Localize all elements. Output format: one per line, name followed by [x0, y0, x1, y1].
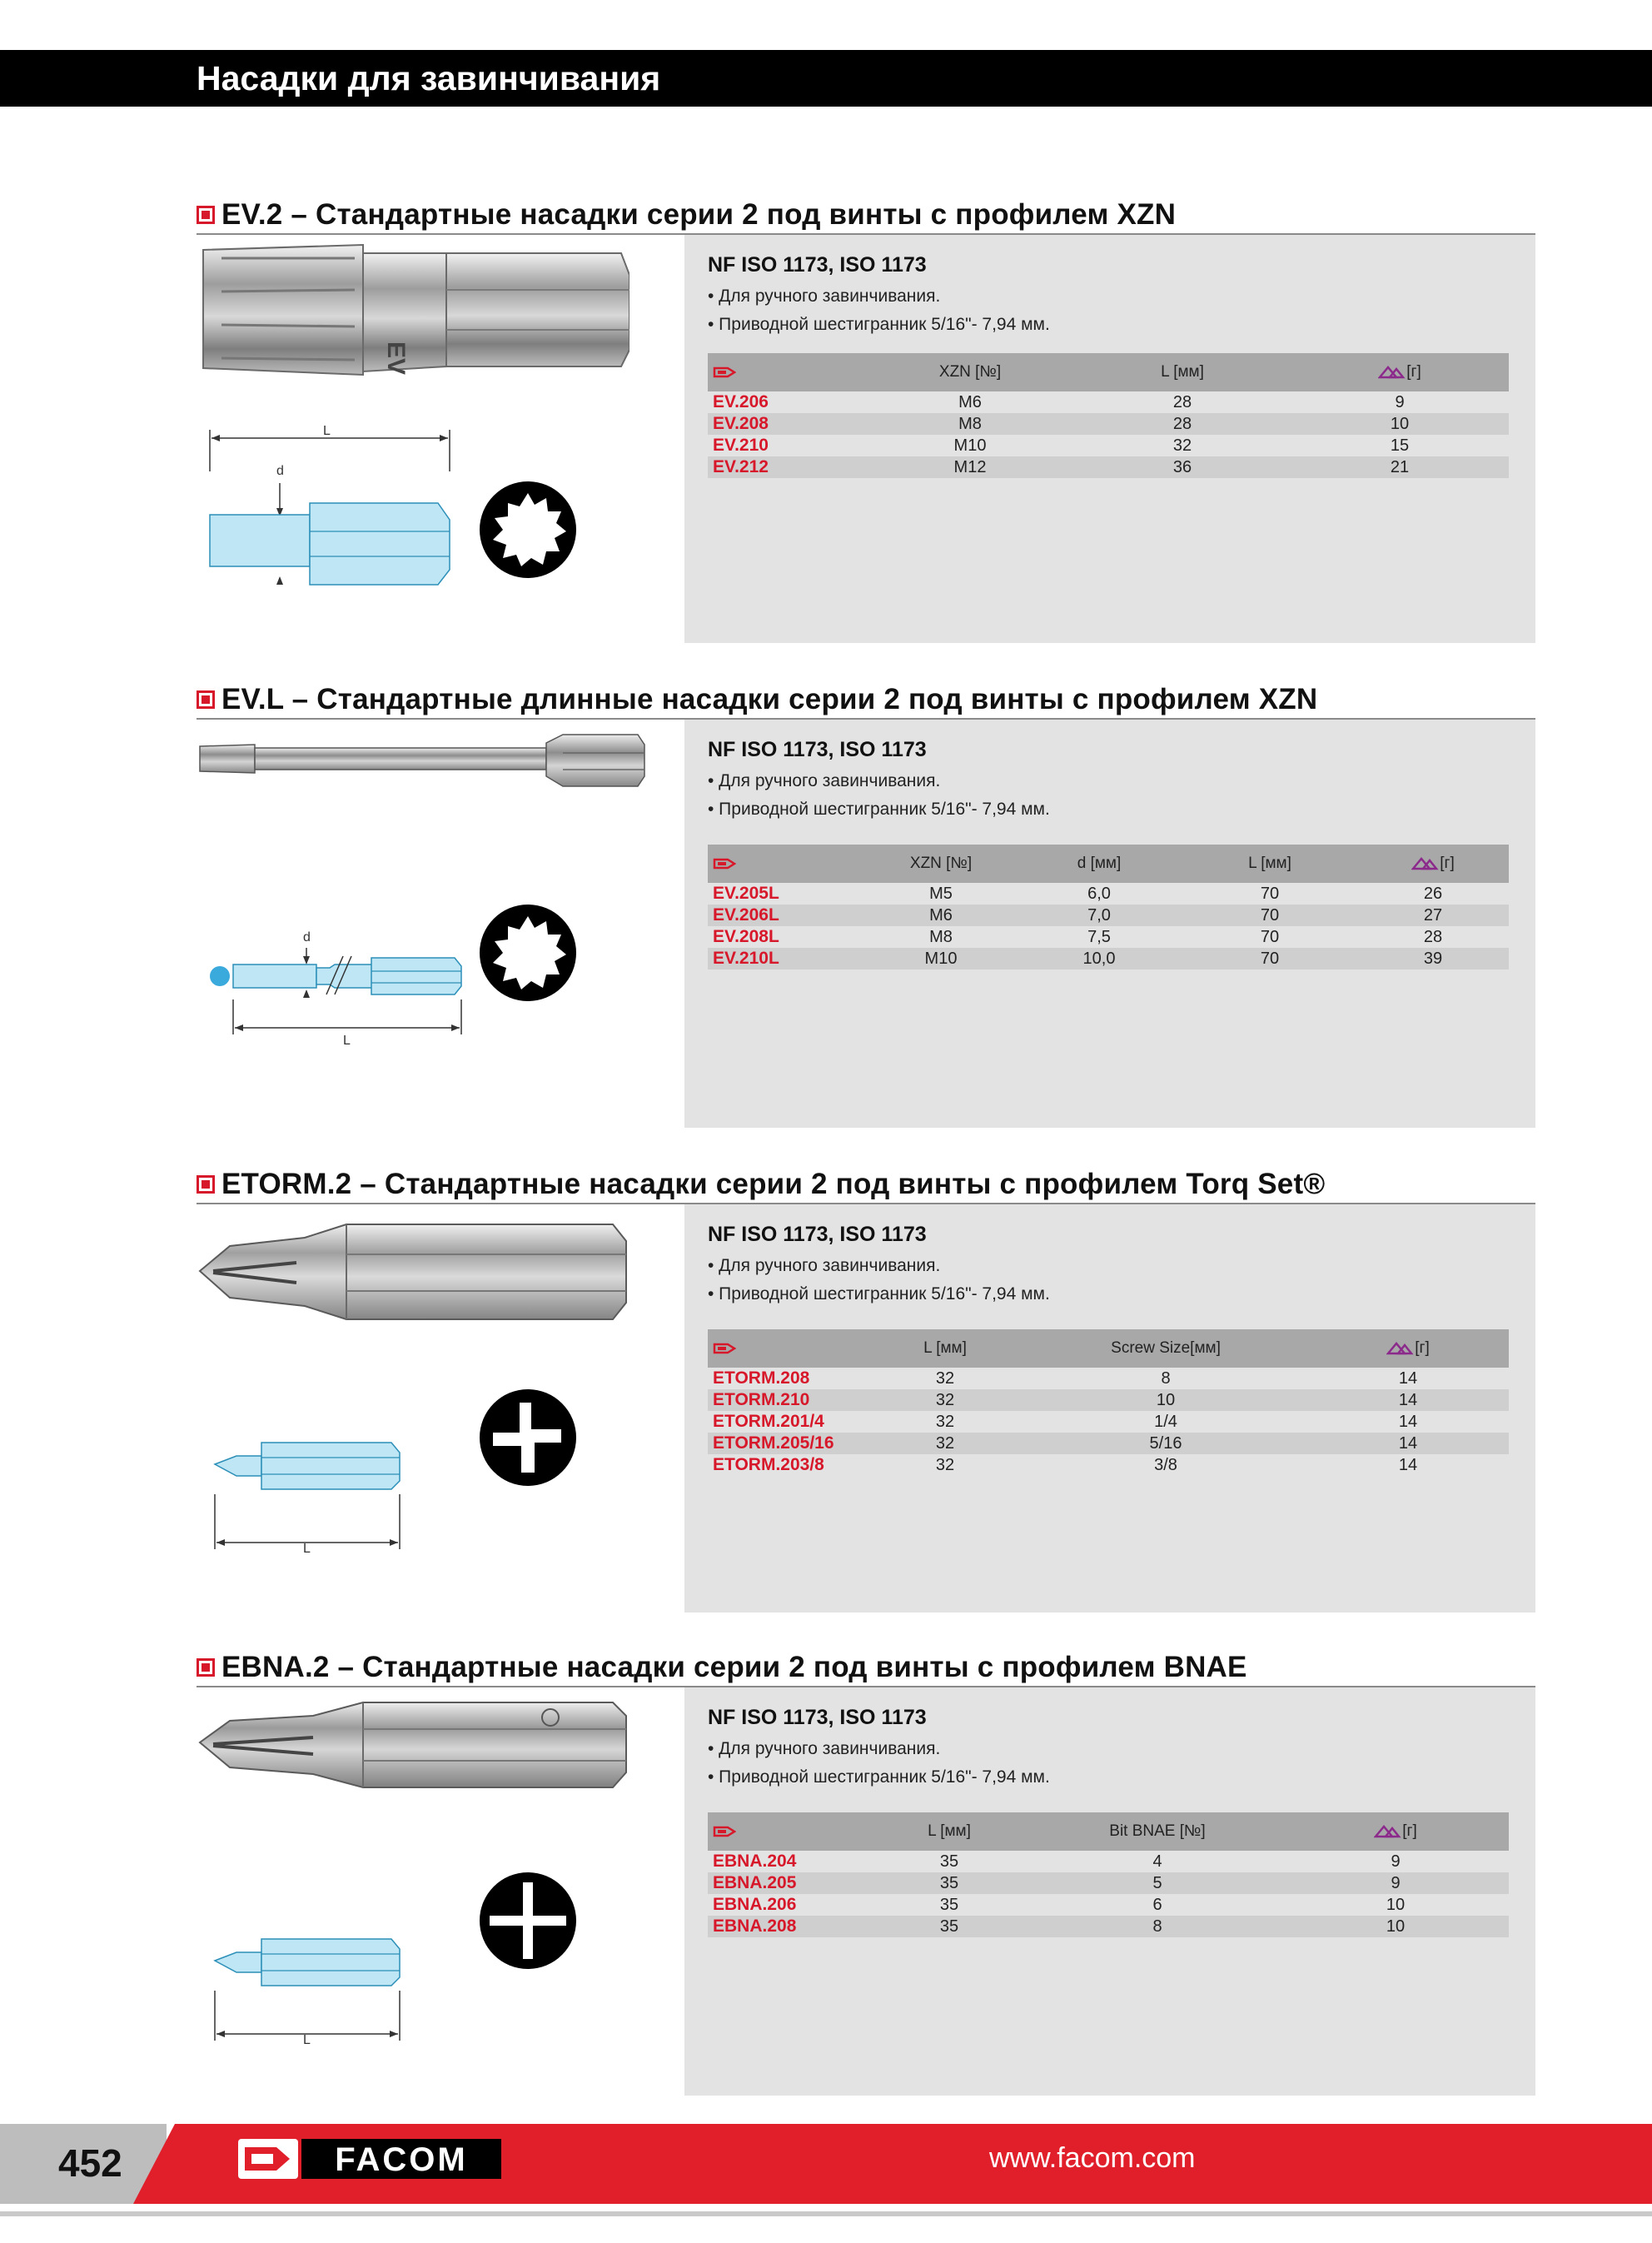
table-cell: 32: [935, 1412, 955, 1431]
bnae-profile-icon: [478, 1871, 578, 1971]
product-code: ETORM.203/8: [713, 1455, 824, 1474]
table-cell: 7,5: [1087, 927, 1111, 946]
table-cell: 5/16: [1149, 1433, 1182, 1453]
spec-bullet-manual: • Для ручного завинчивания.: [708, 771, 941, 790]
table-header: [708, 1329, 1509, 1368]
table-cell: 5: [1152, 1873, 1162, 1892]
product-code: EV.210: [713, 436, 769, 455]
page-header-bar: [0, 50, 1652, 107]
table-cell: 1/4: [1154, 1412, 1177, 1431]
facom-logo[interactable]: [235, 2134, 510, 2186]
table-cell: 32: [935, 1433, 955, 1453]
section-ebna2: [197, 1649, 1535, 2126]
column-header: Screw Size[мм]: [1111, 1339, 1221, 1357]
table-row: [708, 1454, 1509, 1476]
table-cell: 14: [1398, 1390, 1418, 1409]
table-cell: M6: [958, 392, 982, 411]
section-title-bar: [197, 1649, 1535, 1687]
product-photo-evl: [197, 728, 646, 795]
weight-unit: [г]: [1415, 1339, 1430, 1357]
reference-column-header: [708, 855, 866, 873]
standard-label: NF ISO 1173, ISO 1173: [708, 1223, 927, 1246]
column-header: Bit BNAE [№]: [1109, 1822, 1206, 1840]
standard-label: NF ISO 1173, ISO 1173: [708, 738, 927, 761]
table-row: [708, 926, 1509, 948]
product-code: ETORM.208: [713, 1368, 810, 1388]
product-photo-etorm2: [197, 1213, 629, 1329]
technical-drawing-ebna2: [211, 1937, 411, 2054]
page-number: 452: [58, 2141, 122, 2185]
table-cell: 10: [1390, 414, 1410, 433]
dimension-label-L: L: [303, 2033, 311, 2047]
specs-panel: [684, 1204, 1535, 1612]
table-cell: 70: [1260, 884, 1280, 903]
column-header: L [мм]: [923, 1339, 967, 1357]
section-evl: [197, 681, 1535, 1158]
weight-unit: [г]: [1440, 855, 1455, 872]
table-cell: 9: [1391, 1852, 1401, 1871]
spec-bullet-hex-drive: • Приводной шестигранник 5/16"- 7,94 мм.: [708, 800, 1050, 819]
product-code: EBNA.204: [713, 1852, 797, 1871]
section-title-bar: [197, 197, 1535, 235]
table-cell: 21: [1390, 457, 1410, 476]
table-cell: 10: [1156, 1390, 1176, 1409]
technical-drawing-ev2: [205, 421, 455, 588]
xzn-profile-icon: [478, 903, 578, 1003]
specs-panel: [684, 1687, 1535, 2096]
section-title: ETORM.2 – Стандартные насадки серии 2 под винты с профилем Torq Set®: [221, 1168, 1326, 1200]
table-cell: 14: [1398, 1455, 1418, 1474]
table-cell: 14: [1398, 1368, 1418, 1388]
table-cell: M12: [953, 457, 987, 476]
table-cell: 39: [1423, 949, 1443, 968]
spec-bullet-hex-drive: • Приводной шестигранник 5/16"- 7,94 мм.: [708, 1284, 1050, 1303]
table-cell: 35: [939, 1895, 959, 1914]
table-cell: 3/8: [1154, 1455, 1177, 1474]
table-row: [708, 456, 1509, 478]
standard-label: NF ISO 1173, ISO 1173: [708, 1706, 927, 1729]
table-cell: 32: [935, 1368, 955, 1388]
table-cell: 70: [1260, 927, 1280, 946]
spec-bullet-manual: • Для ручного завинчивания.: [708, 1739, 941, 1758]
section-bullet-icon: [197, 1175, 215, 1194]
reference-column-header: [708, 363, 866, 381]
dimension-label-L: L: [343, 1034, 351, 1048]
technical-drawing-etorm2: [211, 1441, 411, 1566]
column-header: L [мм]: [928, 1822, 971, 1840]
table-cell: M10: [953, 436, 987, 455]
table-cell: 28: [1423, 927, 1443, 946]
table-cell: 35: [939, 1852, 959, 1871]
product-code: EV.206: [713, 392, 769, 411]
product-code: EV.212: [713, 457, 769, 476]
table-cell: 8: [1152, 1917, 1162, 1936]
table-cell: M10: [924, 949, 958, 968]
table-header: [708, 1812, 1509, 1851]
table-cell: 28: [1172, 414, 1192, 433]
xzn-profile-icon: [478, 480, 578, 580]
standard-label: NF ISO 1173, ISO 1173: [708, 253, 927, 277]
table-row: [708, 1851, 1509, 1872]
table-cell: 36: [1172, 457, 1192, 476]
reference-icon: [713, 858, 736, 870]
product-table: [708, 845, 1509, 969]
technical-drawing-evl: [205, 923, 471, 1056]
section-title-bar: [197, 681, 1535, 720]
table-cell: 32: [1172, 436, 1192, 455]
table-cell: 4: [1152, 1852, 1162, 1871]
dimension-label-L: L: [303, 1542, 311, 1556]
table-row: [708, 413, 1509, 435]
product-code: EBNA.206: [713, 1895, 797, 1914]
weight-icon: [1386, 1342, 1415, 1355]
table-row: [708, 1872, 1509, 1894]
table-cell: 10,0: [1082, 949, 1116, 968]
svg-text:EV: EV: [382, 341, 410, 376]
table-header: [708, 845, 1509, 883]
product-code: EV.208: [713, 414, 769, 433]
column-header: L [мм]: [1161, 363, 1204, 381]
table-cell: 32: [935, 1390, 955, 1409]
table-row: [708, 883, 1509, 905]
weight-icon: [1411, 857, 1440, 870]
table-cell: 10: [1386, 1917, 1406, 1936]
weight-icon: [1374, 1825, 1402, 1838]
table-cell: 27: [1423, 905, 1443, 925]
table-cell: M5: [929, 884, 953, 903]
dimension-label-d: d: [276, 464, 284, 478]
product-code: EV.208L: [713, 927, 779, 946]
table-header: [708, 353, 1509, 391]
table-cell: 6: [1152, 1895, 1162, 1914]
spec-bullet-hex-drive: • Приводной шестигранник 5/16"- 7,94 мм.: [708, 315, 1050, 334]
weight-column-header: [1282, 1822, 1509, 1841]
column-header: XZN [№]: [909, 855, 973, 872]
product-code: EV.206L: [713, 905, 779, 925]
table-row: [708, 1433, 1509, 1454]
section-title: EV.L – Стандартные длинные насадки серии 2 под винты с профилем XZN: [221, 683, 1318, 715]
table-cell: 14: [1398, 1433, 1418, 1453]
reference-icon: [713, 366, 736, 378]
weight-unit: [г]: [1406, 363, 1421, 381]
table-cell: 28: [1172, 392, 1192, 411]
table-row: [708, 1894, 1509, 1916]
table-row: [708, 391, 1509, 413]
product-table: [708, 1812, 1509, 1937]
column-header: d [мм]: [1077, 855, 1122, 872]
weight-column-header: [1291, 363, 1509, 381]
table-row: [708, 1916, 1509, 1937]
table-cell: 15: [1390, 436, 1410, 455]
table-cell: 7,0: [1087, 905, 1111, 925]
spec-bullet-manual: • Для ручного завинчивания.: [708, 1256, 941, 1275]
column-header: L [мм]: [1248, 855, 1291, 872]
table-row: [708, 905, 1509, 926]
table-cell: 9: [1395, 392, 1405, 411]
table-cell: 35: [939, 1873, 959, 1892]
weight-column-header: [1307, 1339, 1509, 1358]
website-link[interactable]: www.facom.com: [989, 2142, 1196, 2174]
product-photo-ev2: [197, 242, 629, 380]
table-cell: M6: [929, 905, 953, 925]
product-table: [708, 353, 1509, 478]
page-title: Насадки для завинчивания: [197, 59, 661, 97]
product-photo-ebna2: [197, 1696, 629, 1796]
section-etorm2: [197, 1166, 1535, 1642]
section-bullet-icon: [197, 690, 215, 709]
table-cell: 70: [1260, 905, 1280, 925]
dimension-label-d: d: [303, 930, 311, 945]
column-header: XZN [№]: [938, 363, 1002, 381]
product-code: ETORM.210: [713, 1390, 810, 1409]
table-cell: M8: [929, 927, 953, 946]
table-row: [708, 1411, 1509, 1433]
table-row: [708, 948, 1509, 969]
product-code: ETORM.205/16: [713, 1433, 834, 1453]
section-ev2: [197, 197, 1535, 673]
table-cell: 10: [1386, 1895, 1406, 1914]
section-title: EBNA.2 – Стандартные насадки серии 2 под винты с профилем BNAE: [221, 1651, 1247, 1683]
table-row: [708, 1368, 1509, 1389]
table-cell: 8: [1161, 1368, 1171, 1388]
section-title: EV.2 – Стандартные насадки серии 2 под винты с профилем XZN: [221, 198, 1177, 231]
weight-column-header: [1357, 855, 1509, 873]
table-cell: 9: [1391, 1873, 1401, 1892]
section-title-bar: [197, 1166, 1535, 1204]
reference-column-header: [708, 1822, 866, 1841]
spec-bullet-manual: • Для ручного завинчивания.: [708, 287, 941, 306]
reference-icon: [713, 1826, 736, 1837]
product-code: EBNA.208: [713, 1917, 797, 1936]
dimension-label-L: L: [323, 424, 331, 438]
table-cell: 26: [1423, 884, 1443, 903]
table-cell: 14: [1398, 1412, 1418, 1431]
weight-icon: [1378, 366, 1406, 379]
table-cell: 6,0: [1087, 884, 1111, 903]
product-code: ETORM.201/4: [713, 1412, 824, 1431]
spec-bullet-hex-drive: • Приводной шестигранник 5/16"- 7,94 мм.: [708, 1767, 1050, 1787]
table-cell: M8: [958, 414, 982, 433]
product-table: [708, 1329, 1509, 1476]
product-code: EV.210L: [713, 949, 779, 968]
footer-divider: [0, 2211, 1652, 2216]
table-cell: 35: [939, 1917, 959, 1936]
section-bullet-icon: [197, 1658, 215, 1677]
reference-icon: [713, 1343, 736, 1354]
torq-set-profile-icon: [478, 1388, 578, 1488]
product-code: EBNA.205: [713, 1873, 797, 1892]
table-cell: 32: [935, 1455, 955, 1474]
table-row: [708, 435, 1509, 456]
weight-unit: [г]: [1402, 1822, 1417, 1840]
reference-column-header: [708, 1339, 866, 1358]
section-bullet-icon: [197, 206, 215, 224]
specs-panel: [684, 720, 1535, 1128]
table-cell: 70: [1260, 949, 1280, 968]
product-code: EV.205L: [713, 884, 779, 903]
specs-panel: [684, 235, 1535, 643]
brand-name: FACOM: [335, 2141, 468, 2178]
table-row: [708, 1389, 1509, 1411]
